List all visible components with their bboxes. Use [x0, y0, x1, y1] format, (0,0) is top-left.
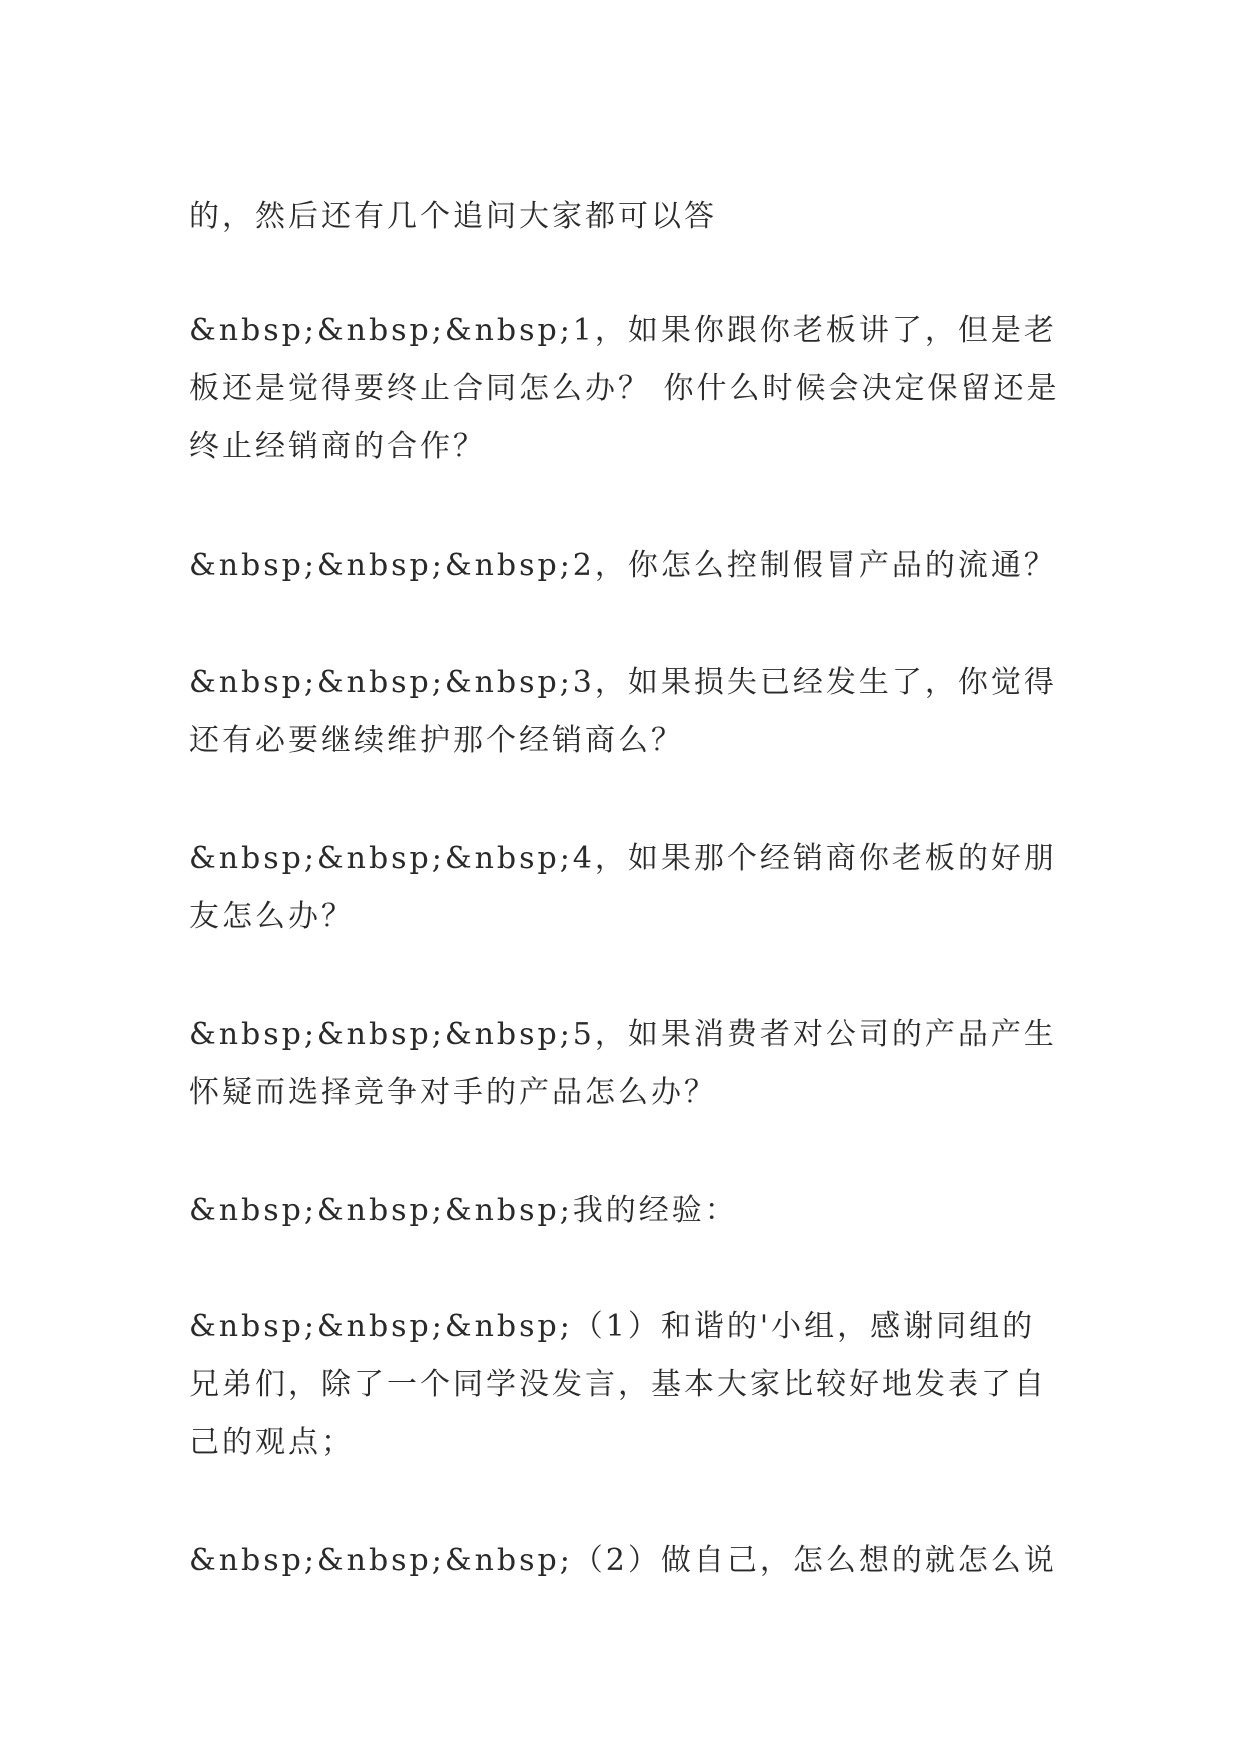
- paragraph-question-3: &nbsp;&nbsp;&nbsp;3，如果损失已经发生了，你觉得还有必要继续维护那个经销商么？: [189, 665, 1057, 758]
- paragraph-question-1: &nbsp;&nbsp;&nbsp;1，如果你跟你老板讲了，但是老板还是觉得要终止合同怎么办？ 你什么时候会决定保留还是终止经销商的合作？: [189, 313, 1060, 464]
- paragraph-question-4: &nbsp;&nbsp;&nbsp;4，如果那个经销商你老板的好朋友怎么办？: [189, 841, 1057, 934]
- paragraph-intro: 的，然后还有几个追问大家都可以答: [189, 199, 717, 234]
- paragraph-experience-2: &nbsp;&nbsp;&nbsp;（2）做自己，怎么想的就怎么说: [189, 1543, 1057, 1578]
- paragraph-question-5: &nbsp;&nbsp;&nbsp;5，如果消费者对公司的产品产生怀疑而选择竞争对手的产品怎么办？: [189, 1017, 1057, 1110]
- paragraph-experience-1: &nbsp;&nbsp;&nbsp;（1）和谐的'小组，感谢同组的兄弟们，除了一个同学没发言，基本大家比较好地发表了自己的观点；: [189, 1309, 1047, 1460]
- paragraph-experience-heading: &nbsp;&nbsp;&nbsp;我的经验：: [189, 1193, 738, 1228]
- paragraph-question-2: &nbsp;&nbsp;&nbsp;2，你怎么控制假冒产品的流通？: [189, 548, 1057, 583]
